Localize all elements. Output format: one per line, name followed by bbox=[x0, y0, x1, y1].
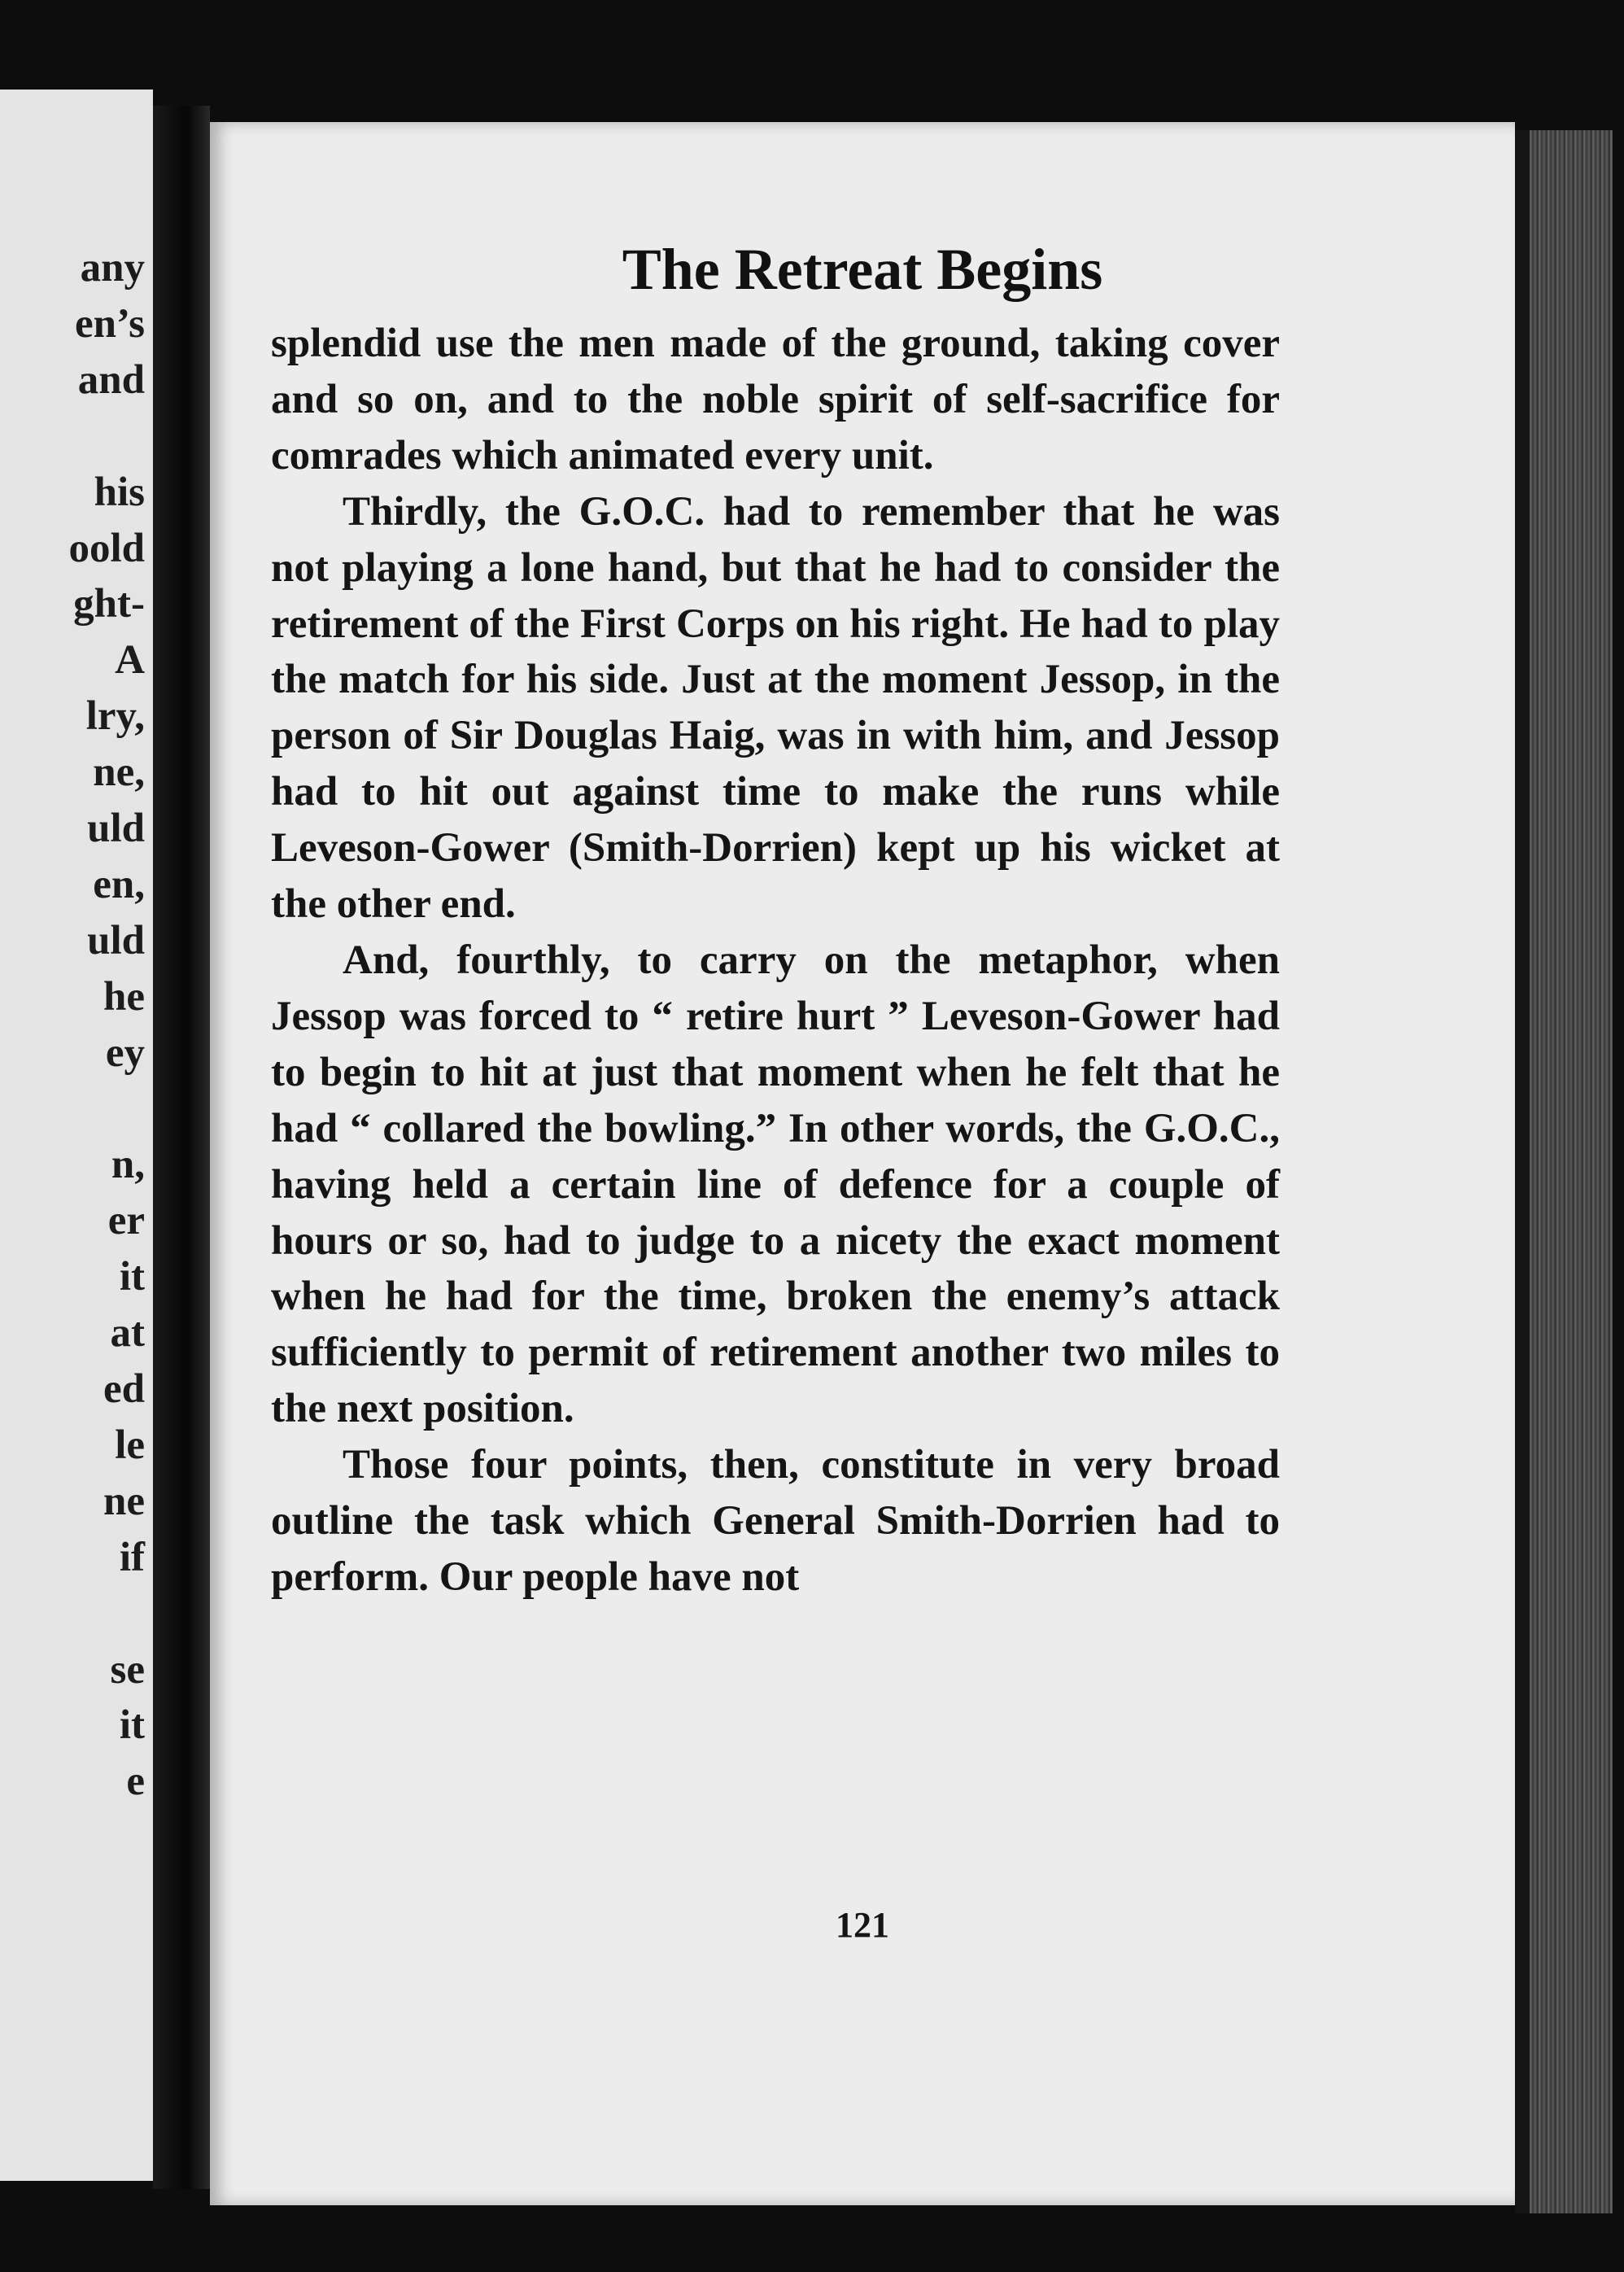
previous-page-line: his bbox=[94, 469, 145, 515]
previous-page-line: ght- bbox=[73, 581, 145, 627]
previous-page-line: and bbox=[77, 356, 145, 403]
previous-page-line: se bbox=[110, 1646, 145, 1693]
book-page bbox=[210, 122, 1515, 2205]
paragraph-1: splendid use the men made of the ground, taking cover and so on, and to the noble spirit of self-sacrifice for comrades which animated every unit. bbox=[271, 321, 1280, 478]
previous-page bbox=[0, 90, 153, 2181]
page-edges-shadow bbox=[1515, 130, 1530, 2213]
page-edges bbox=[1515, 130, 1613, 2213]
previous-page-line: en’s bbox=[75, 300, 145, 347]
previous-page-line: he bbox=[103, 973, 145, 1020]
page-body bbox=[271, 316, 1280, 1606]
paragraph-2: Thirdly, the G.O.C. had to remember that he was not playing a lone hand, but that he had to consider the retirement of the First Corps on his right. He had to play the match for his side. Just at the moment Jessop, in the person of Sir Douglas Haig, was in with him, and Jessop had to hit out against time to make the runs while Leveson-Gower (Smith-Dorrien) kept up his wicket at the other end. bbox=[271, 488, 1280, 928]
paragraph-3: And, fourthly, to carry on the metaphor, when Jessop was forced to “ retire hurt ” Leveson-Gower had to begin to hit at just that moment when he felt that he had “ collared the bowling.” In other words, the G.O.C., having held a certain line of defence for a couple of hours or so, had to judge to a nicety the exact moment when he had for the time, broken the enemy’s attack sufficiently to permit of retirement another two miles to the next position. bbox=[271, 937, 1280, 1432]
previous-page-line: n, bbox=[111, 1142, 145, 1188]
previous-page-line: it bbox=[119, 1702, 145, 1749]
previous-page-line: ed bbox=[103, 1366, 145, 1412]
running-head: The Retreat Begins bbox=[622, 237, 1103, 302]
previous-page-line: le bbox=[115, 1422, 145, 1468]
previous-page-line: oold bbox=[68, 525, 145, 571]
book-gutter bbox=[153, 106, 210, 2189]
previous-page-line: at bbox=[110, 1310, 145, 1357]
paragraph-4: Those four points, then, constitute in very broad outline the task which General Smith-Dorrien had to perform. Our people have not bbox=[271, 1442, 1280, 1600]
previous-page-line: ey bbox=[105, 1029, 145, 1076]
previous-page-line: er bbox=[107, 1198, 145, 1244]
previous-page-line: it bbox=[119, 1254, 145, 1300]
previous-page-line: uld bbox=[87, 917, 145, 963]
previous-page-line: en, bbox=[93, 861, 145, 907]
previous-page-line: A bbox=[115, 637, 145, 684]
page-number: 121 bbox=[836, 1905, 889, 1945]
previous-page-line: ne, bbox=[93, 749, 145, 796]
previous-page-line: if bbox=[119, 1534, 145, 1580]
previous-page-line: lry, bbox=[85, 693, 145, 740]
previous-page-line: ne bbox=[103, 1478, 145, 1524]
previous-page-line: uld bbox=[87, 806, 145, 851]
previous-page-line: any bbox=[80, 245, 145, 291]
previous-page-line: e bbox=[126, 1759, 145, 1805]
